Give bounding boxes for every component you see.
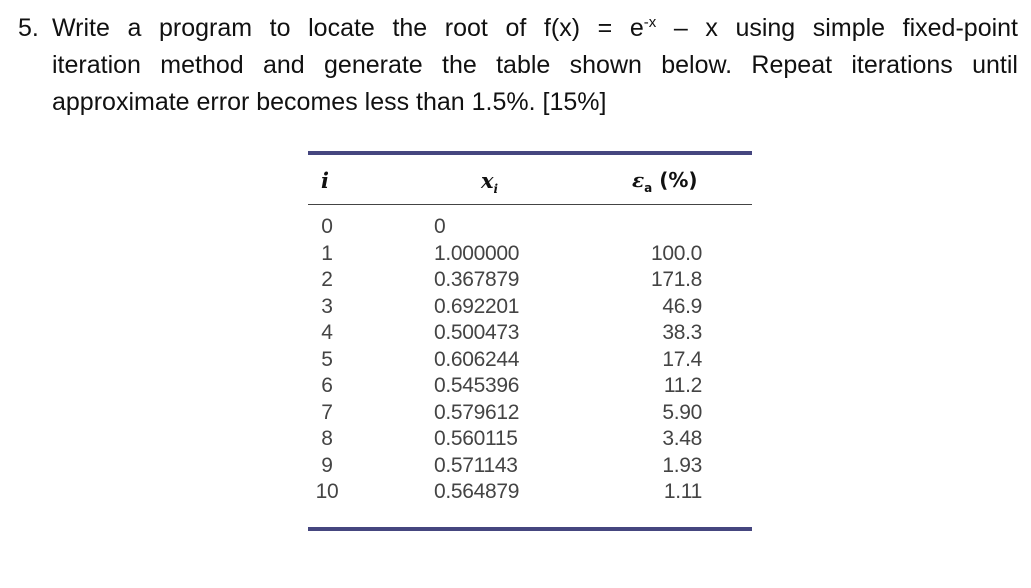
error-value-cell: 5.90 bbox=[662, 400, 702, 424]
iteration-table bbox=[308, 148, 752, 538]
question-line-3: approximate error becomes less than 1.5%. [15%] bbox=[52, 88, 607, 116]
error-value-cell: 3.48 bbox=[662, 427, 702, 450]
question-text bbox=[18, 10, 1018, 121]
iteration-index-cell: 5 bbox=[321, 347, 333, 371]
question-line-1-start: Write a program to locate the root of f(x) = e bbox=[52, 14, 644, 42]
header-error-unit: (%) bbox=[652, 168, 698, 192]
x-value-cell: 0.367879 bbox=[434, 268, 520, 291]
error-value-cell: 100.0 bbox=[650, 241, 702, 265]
question-line-1-end: – x using simple fixed-point bbox=[656, 14, 1018, 42]
x-value-cell: 0.545396 bbox=[434, 374, 520, 397]
header-error-symbol: ε bbox=[632, 168, 645, 192]
column-error bbox=[628, 214, 702, 506]
column-x bbox=[434, 214, 544, 506]
x-value-cell: 0.560115 bbox=[434, 427, 518, 450]
header-i: i bbox=[321, 168, 329, 193]
header-rule bbox=[308, 204, 752, 205]
iteration-index-cell: 8 bbox=[321, 427, 333, 450]
x-value-cell: 0.692201 bbox=[434, 294, 520, 318]
header-error bbox=[632, 168, 698, 195]
iteration-index-cell: 9 bbox=[321, 453, 333, 477]
x-value-cell: 0 bbox=[434, 215, 446, 238]
error-value-cell: 171.8 bbox=[650, 268, 702, 291]
question-line-1 bbox=[52, 10, 1018, 47]
iteration-index-cell: 1 bbox=[321, 241, 333, 265]
header-x bbox=[481, 168, 498, 196]
x-value-cell: 0.571143 bbox=[434, 453, 518, 477]
iteration-index-cell: 6 bbox=[321, 374, 333, 397]
error-value-cell: 46.9 bbox=[662, 294, 702, 318]
x-value-cell: 0.564879 bbox=[434, 480, 520, 503]
iteration-index-cell: 2 bbox=[321, 268, 333, 291]
error-value-cell bbox=[628, 214, 702, 241]
iteration-index-cell: 3 bbox=[321, 294, 333, 318]
error-value-cell: 1.93 bbox=[662, 453, 702, 477]
x-value-cell: 0.606244 bbox=[434, 347, 520, 371]
iteration-index-cell: 10 bbox=[315, 480, 339, 503]
iteration-index-cell: 4 bbox=[321, 321, 333, 344]
question-number: 5. bbox=[18, 14, 39, 42]
error-value-cell: 17.4 bbox=[662, 347, 702, 371]
error-value-cell: 38.3 bbox=[662, 321, 702, 344]
column-i bbox=[312, 214, 342, 506]
table-bottom-rule bbox=[308, 527, 752, 531]
table-top-rule bbox=[308, 151, 752, 155]
exponent: -x bbox=[643, 14, 657, 31]
error-value-cell: 1.11 bbox=[663, 480, 702, 503]
x-value-cell: 1.000000 bbox=[434, 241, 520, 265]
error-value-cell: 11.2 bbox=[663, 374, 702, 397]
iteration-index-cell: 7 bbox=[321, 400, 333, 424]
x-value-cell: 0.500473 bbox=[434, 321, 520, 344]
header-x-sub: i bbox=[493, 182, 499, 197]
question-line-2: iteration method and generate the table shown below. Repeat iterations until bbox=[52, 51, 1018, 79]
iteration-index-cell: 0 bbox=[321, 215, 333, 238]
header-x-base: x bbox=[481, 168, 494, 193]
header-error-sub: a bbox=[644, 181, 653, 195]
question-body bbox=[52, 10, 1018, 121]
x-value-cell: 0.579612 bbox=[434, 400, 520, 424]
